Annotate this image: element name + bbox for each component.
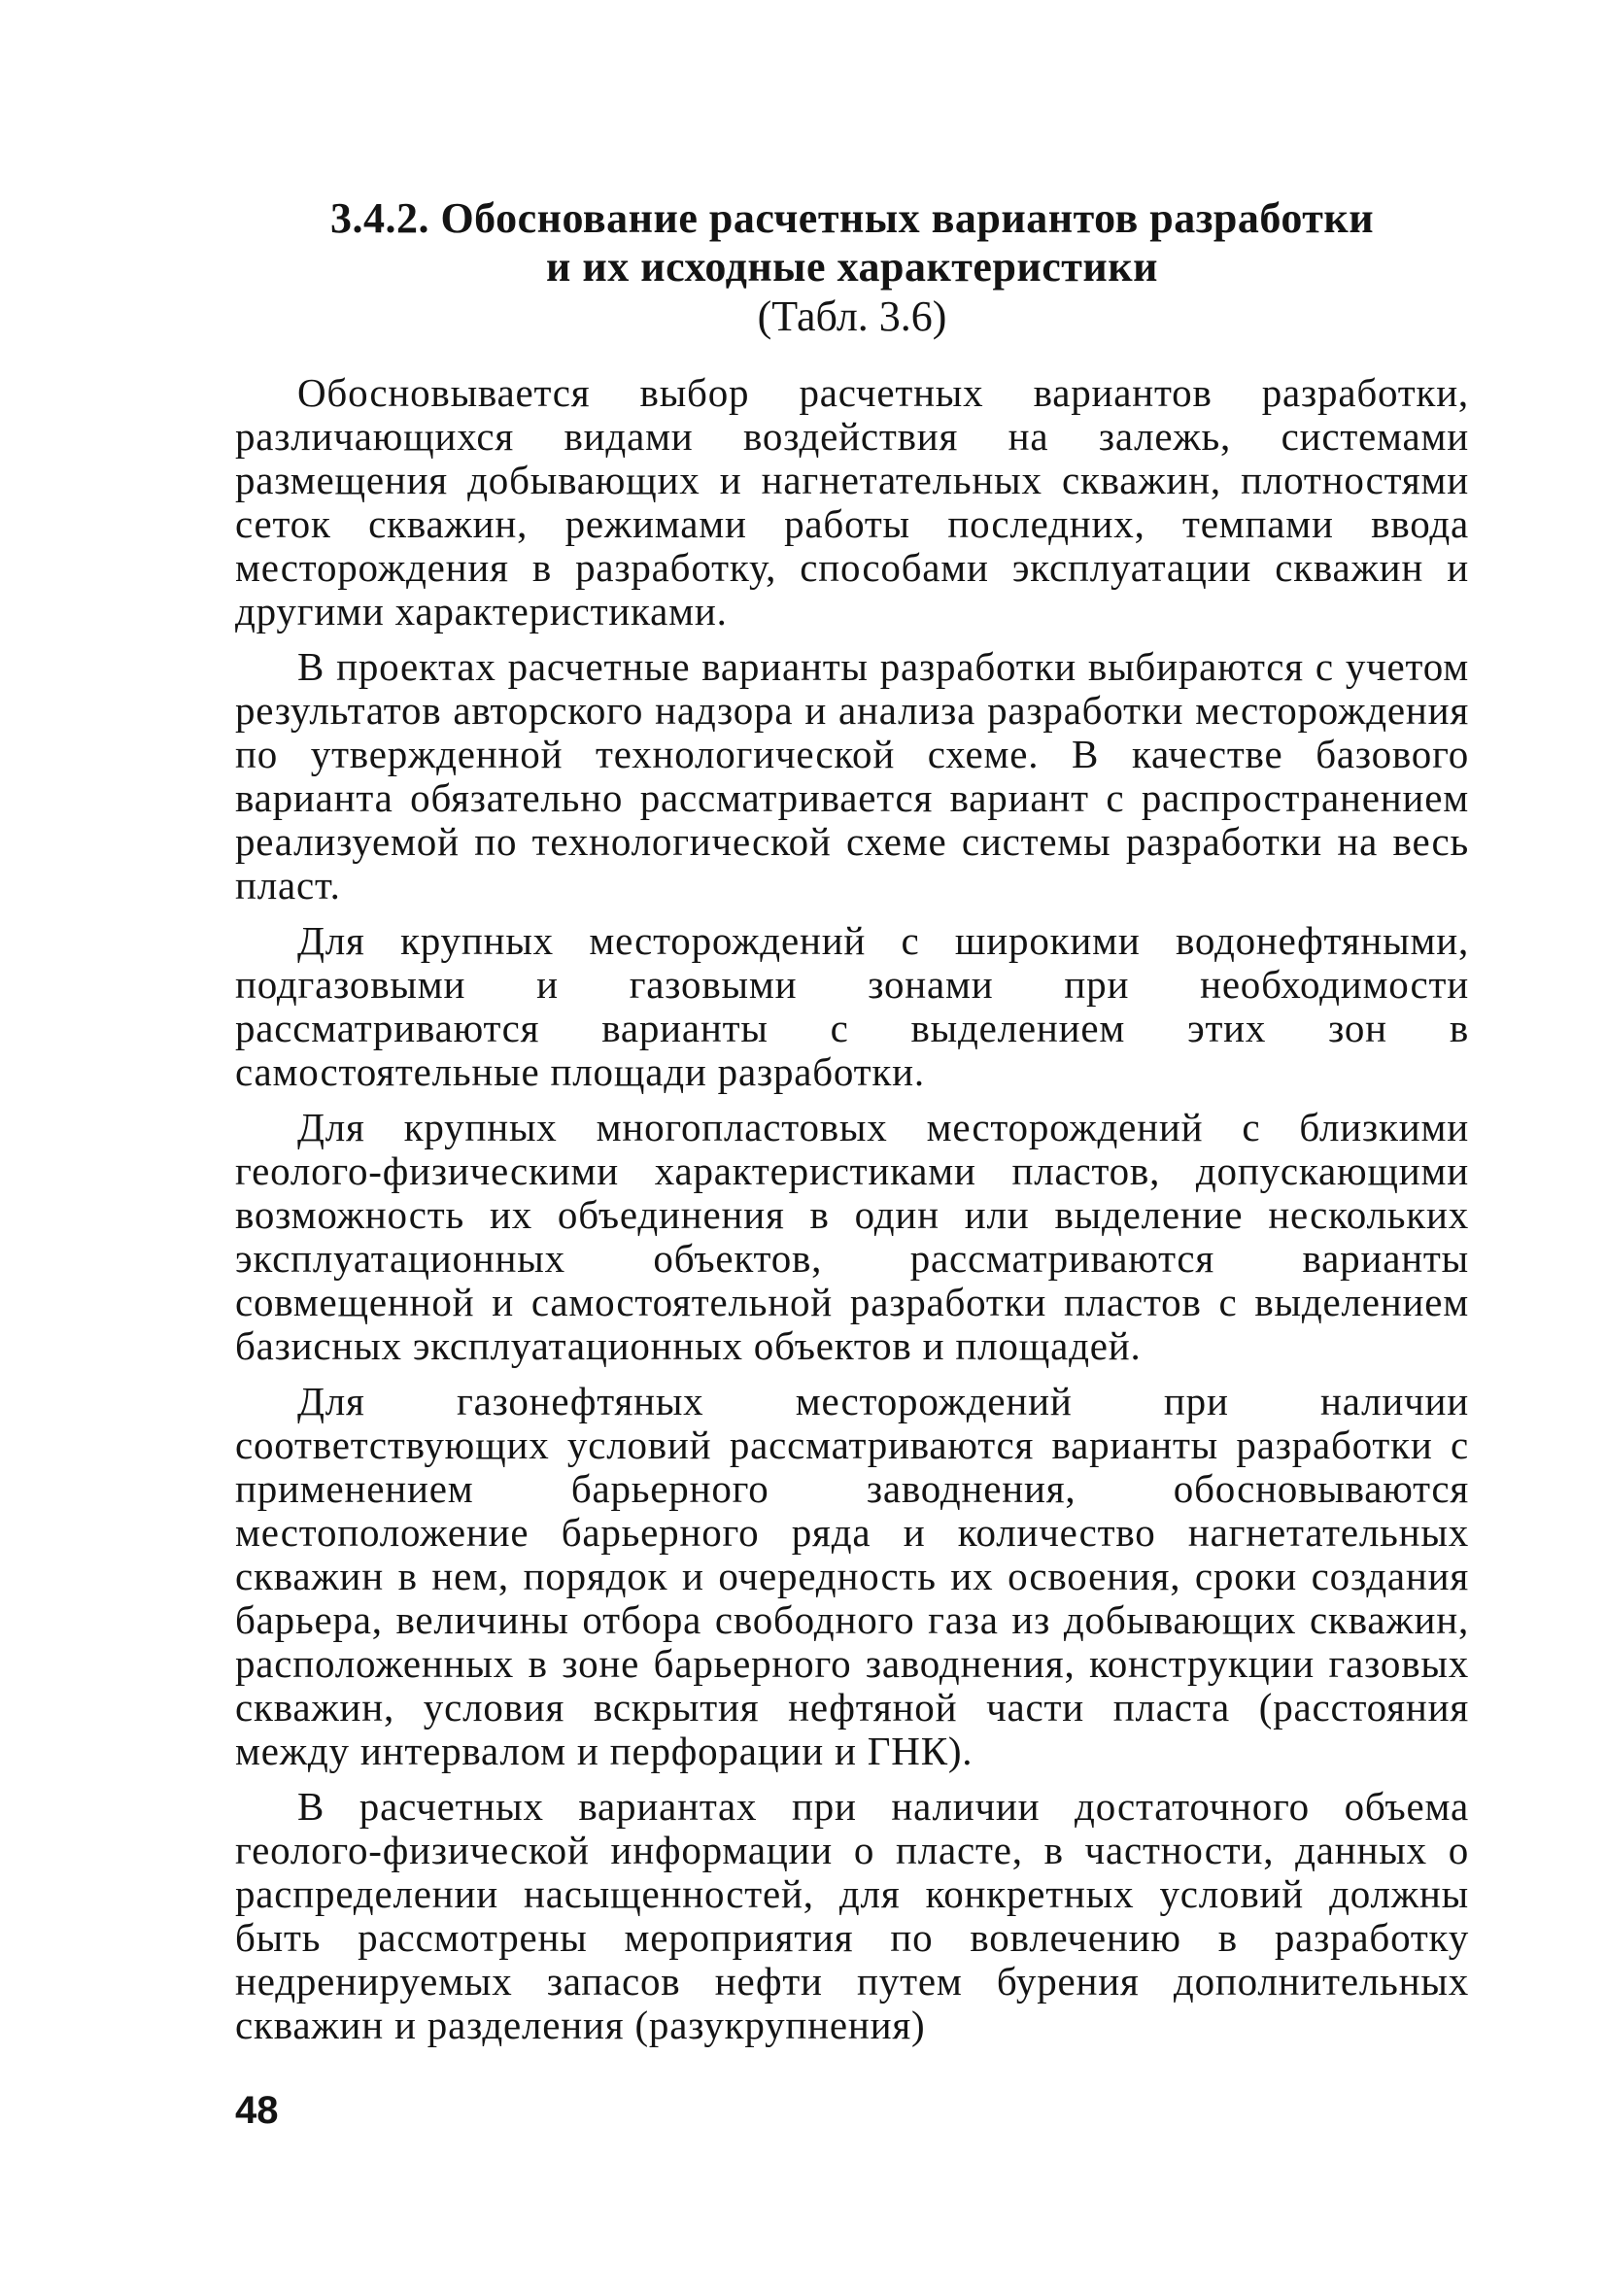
paragraph-2: В проектах расчетные варианты разработки выбираются с учетом результатов авторского надзора и анализа разработки месторождения по утвержденной технологической схеме. В качестве базового варианта обязательно рассматривается вариант с распространением реализуемой по технологической схеме системы разработки на весь пласт. bbox=[235, 644, 1469, 908]
paragraph-4: Для крупных многопластовых месторождений с близкими геолого-физическими характеристиками пластов, допускающими возможность их объединения в один или выделение нескольких эксплуатационных объектов, рассматриваются варианты совмещенной и самостоятельной разработки пластов с выделением базисных эксплуатационных объектов и площадей. bbox=[235, 1105, 1469, 1368]
table-reference: (Табл. 3.6) bbox=[757, 292, 947, 340]
body-text bbox=[235, 371, 1469, 2047]
section-title-line-2: и их исходные характеристики bbox=[546, 243, 1158, 291]
paragraph-5: Для газонефтяных месторождений при наличии соответствующих условий рассматриваются варианты разработки с применением барьерного заводнения, обосновываются местоположение барьерного ряда и количество нагнетательных скважин в нем, порядок и очередность их освоения, сроки создания барьера, величины отбора свободного газа из добывающих скважин, расположенных в зоне барьерного заводнения, конструкции газовых скважин, условия вскрытия нефтяной части пласта (расстояния между интервалом и перфорации и ГНК). bbox=[235, 1379, 1469, 1773]
paragraph-1: Обосновывается выбор расчетных вариантов разработки, различающихся видами воздействия на залежь, системами размещения добывающих и нагнетательных скважин, плотностями сеток скважин, режимами работы последних, темпами ввода месторождения в разработку, способами эксплуатации скважин и другими характеристиками. bbox=[235, 370, 1469, 634]
section-title-line-1: 3.4.2. Обоснование расчетных вариантов разработки bbox=[329, 194, 1375, 242]
page-content bbox=[235, 194, 1469, 2059]
section-heading bbox=[235, 194, 1469, 342]
page-number: 48 bbox=[235, 2089, 279, 2132]
paragraph-6: В расчетных вариантах при наличии достаточного объема геолого-физической информации о пласте, в частности, данных о распределении насыщенностей, для конкретных условий должны быть рассмотрены мероприятия по вовлечению в разработку недренируемых запасов нефти путем бурения дополнительных скважин и разделения (разукрупнения) bbox=[235, 1784, 1469, 2047]
paragraph-3: Для крупных месторождений с широкими водонефтяными, подгазовыми и газовыми зонами при необходимости рассматриваются варианты с выделением этих зон в самостоятельные площади разработки. bbox=[235, 918, 1469, 1094]
